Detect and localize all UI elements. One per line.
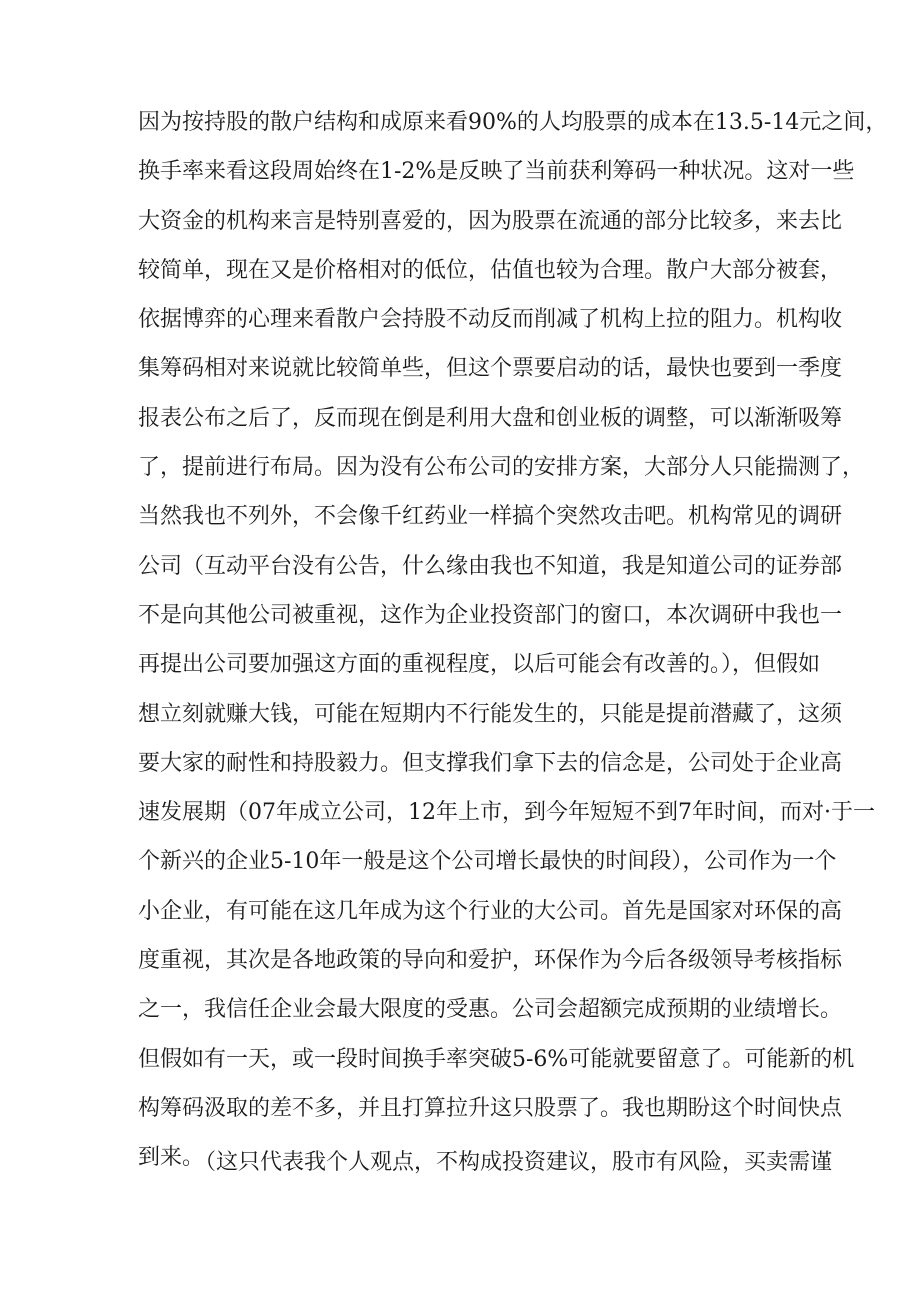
body-paragraph [138, 98, 888, 1183]
paragraph-line: 不是向其他公司被重视，这作为企业投资部门的窗口，本次调研中我也一 [138, 602, 843, 628]
paragraph-line: 集筹码相对来说就比较简单些，但这个票要启动的话，最快也要到一季度 [138, 356, 843, 382]
paragraph-line: 较简单，现在又是价格相对的低位，估值也较为合理。散户大部分被套， [138, 257, 843, 283]
paragraph-line: 小企业，有可能在这几年成为这个行业的大公司。首先是国家对环保的高 [138, 898, 843, 924]
paragraph-line: 速发展期（07年成立公司，12年上市，到今年短短不到7年时间，而对·于一 [138, 800, 875, 826]
paragraph-line: 个新兴的企业5-10年一般是这个公司增长最快的时间段），公司作为一个 [138, 849, 837, 875]
paragraph-line: 当然我也不列外，不会像千红药业一样搞个突然攻击吧。机构常见的调研 [138, 504, 843, 530]
paragraph-line: 之一，我信任企业会最大限度的受惠。公司会超额完成预期的业绩增长。 [138, 997, 843, 1023]
paragraph-line: 到来。 [138, 1145, 205, 1171]
paragraph-line: 构筹码汲取的差不多，并且打算拉升这只股票了。我也期盼这个时间快点 [138, 1095, 843, 1121]
paragraph-line: 依据博弈的心理来看散户会持股不动反而削减了机构上拉的阻力。机构收 [138, 307, 843, 333]
paragraph-line: 报表公布之后了，反而现在倒是利用大盘和创业板的调整，可以渐渐吸筹 [138, 405, 843, 431]
disclaimer-line: （这只代表我个人观点，不构成投资建议，股市有风险，买卖需谨 [194, 1150, 833, 1175]
paragraph-line: 公司（互动平台没有公告，什么缘由我也不知道，我是知道公司的证券部 [138, 553, 843, 579]
paragraph-line: 但假如有一天，或一段时间换手率突破5-6%可能就要留意了。可能新的机 [138, 1046, 855, 1072]
paragraph-line: 度重视，其次是各地政策的导向和爱护，环保作为今后各级领导考核指标 [138, 948, 843, 974]
paragraph-line: 想立刻就赚大钱，可能在短期内不行能发生的，只能是提前潜藏了，这须 [138, 701, 843, 727]
paragraph-line: 再提出公司要加强这方面的重视程度，以后可能会有改善的。），但假如 [138, 652, 821, 678]
paragraph-line: 大资金的机构来言是特别喜爱的，因为股票在流通的部分比较多，来去比 [138, 208, 843, 234]
paragraph-line: 因为按持股的散户结构和成原来看90%的人均股票的成本在13.5-14元之间， [138, 110, 888, 135]
paragraph-line: 换手率来看这段周始终在1-2%是反映了当前获利筹码一种状况。这对一些 [138, 159, 855, 185]
paragraph-line: 要大家的耐性和持股毅力。但支撑我们拿下去的信念是，公司处于企业高 [138, 750, 843, 776]
paragraph-line: 了，提前进行布局。因为没有公布公司的安排方案，大部分人只能揣测了， [138, 455, 865, 481]
